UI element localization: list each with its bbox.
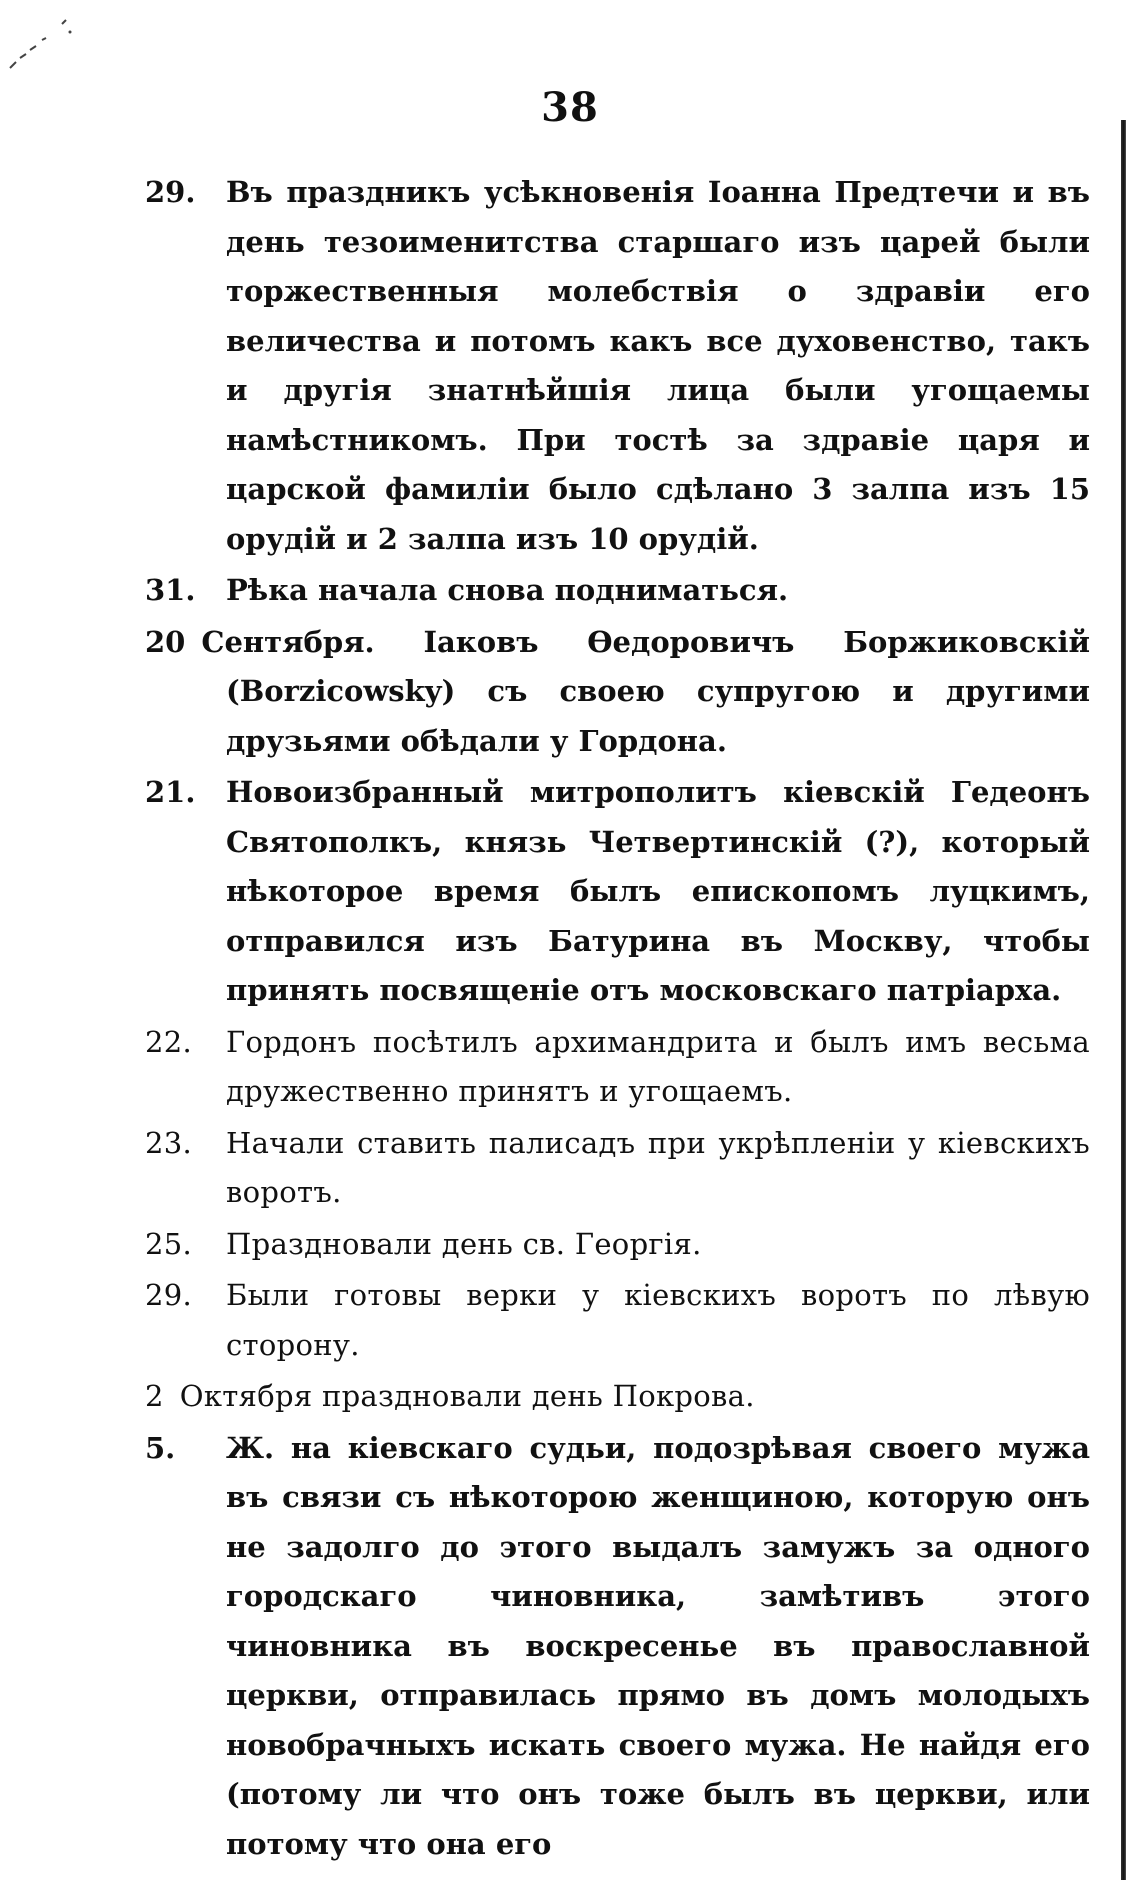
entry-text: Октября праздновали день Покрова. [179, 1379, 755, 1413]
entry-date-number: 22. [145, 1024, 193, 1059]
entry-sep-22 [145, 1018, 1090, 1117]
entry-date-number: 2 [145, 1379, 164, 1413]
entry-text: Въ праздникъ усѣкновенія Іоанна Предтечи и въ день тезоименитства старшаго изъ царей были торжественныя молебствія о здравіи его величества и потомъ какъ все духовенство, такъ и другія знатнѣйшія лица были угощаемы намѣстникомъ. При тостѣ за здравіе царя и царской фамиліи было сдѣлано 3 залпа изъ 15 орудій и 2 залпа изъ 10 орудій. [226, 175, 1090, 556]
entry-text: Гордонъ посѣтилъ архимандрита и былъ имъ весьма дружественно принятъ и угощаемъ. [226, 1024, 1090, 1108]
entry-sep-25 [145, 1220, 1090, 1270]
entry-date-number: 5. [145, 1430, 176, 1465]
entry-sep-29 [145, 1271, 1090, 1370]
entry-date-number: 20 [145, 624, 186, 659]
entry-text: Ж. на кіевскаго судьи, подозрѣвая своего мужа въ связи съ нѣкоторою женщиною, которую онъ не задолго до этого выдалъ замужъ за одного городскаго чиновника, замѣтивъ этого чиновника въ воскресенье въ православной церкви, отправилась прямо въ домъ молодыхъ новобрачныхъ искать своего мужа. Не найдя его (потому ли что онъ тоже былъ въ церкви, или потому что она его [226, 1430, 1090, 1861]
entry-text: Начали ставить палисадъ при укрѣпленіи у кіевскихъ воротъ. [226, 1125, 1090, 1209]
entry-text: Новоизбранный митрополитъ кіевскій Гедеонъ Святополкъ, князь Четвертинскій (?), который нѣкоторое время былъ епископомъ луцкимъ, отправился изъ Батурина въ Москву, чтобы принять посвященіе отъ московскаго патріарха. [226, 775, 1090, 1007]
entry-date-number: 23. [145, 1125, 193, 1160]
entry-aug-31 [145, 566, 1090, 616]
entry-oct-5 [145, 1424, 1090, 1870]
entry-aug-29 [145, 168, 1090, 564]
entry-date-number: 29. [145, 175, 196, 209]
entry-oct-2 [145, 1372, 1090, 1422]
entry-date-number: 21. [145, 775, 196, 809]
entry-text: Праздновали день св. Георгія. [226, 1226, 702, 1261]
entry-text: Были готовы верки у кіевскихъ воротъ по лѣвую сторону. [226, 1278, 1090, 1362]
margin-specks [6, 10, 76, 80]
page-number: 38 [541, 84, 599, 131]
entry-date-number: 31. [145, 573, 196, 607]
page-edge-shadow [1121, 120, 1126, 1880]
entry-sep-20 [145, 618, 1090, 767]
entry-text: Сентября. Іаковъ Ѳедоровичъ Боржиковскій (Borzicowsky) съ своею супругою и другими друзьями обѣдали у Гордона. [201, 624, 1090, 758]
entry-text: Рѣка начала снова подниматься. [226, 573, 789, 607]
entry-date-number: 29. [145, 1278, 193, 1312]
entry-sep-23 [145, 1119, 1090, 1218]
entry-sep-21 [145, 768, 1090, 1016]
entry-date-number: 25. [145, 1226, 193, 1261]
chronicle-entries [145, 168, 1090, 1871]
